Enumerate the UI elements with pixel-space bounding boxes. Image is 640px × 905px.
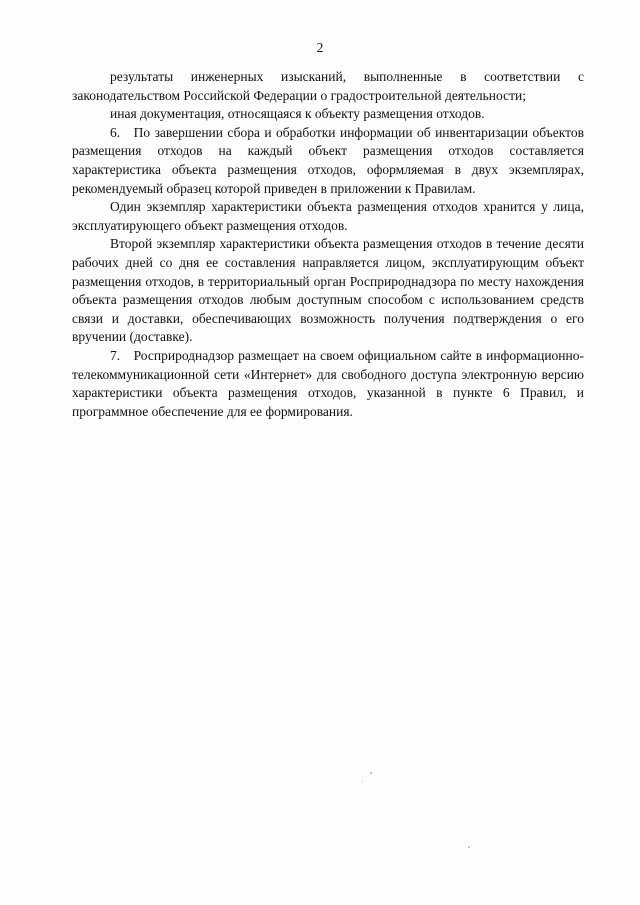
paragraph-survey-results: результаты инженерных изысканий, выполненные в соответствии с законодательством Российской Федерации о градостроительной деятельности; <box>72 69 584 103</box>
paragraph-other-documentation: иная документация, относящаяся к объекту размещения отходов. <box>110 106 485 122</box>
scan-speck <box>362 781 363 782</box>
scan-speck <box>468 846 470 848</box>
paragraph-clause-7: 7. Росприроднадзор размещает на своем официальном сайте в информационно-телекоммуникационной сети «Интернет» для свободного доступа электронную версию характеристики объекта размещения отходов, указанной в пункте 6 Правил, и программное обеспечение для ее формирования. <box>72 347 584 419</box>
document-body <box>72 68 584 421</box>
page-number: 2 <box>316 40 324 55</box>
scan-speck <box>370 772 372 774</box>
paragraph-clause-6: 6. По завершении сбора и обработки информации об инвентаризации объектов размещения отходов на каждый объект размещения отходов составляется характеристика объекта размещения отходов, оформляемая в двух экземплярах, рекомендуемый образец которой приведен в приложении к Правилам. <box>72 124 584 196</box>
paragraph-first-copy: Один экземпляр характеристики объекта размещения отходов хранится у лица, эксплуатирующего объект размещения отходов. <box>72 199 584 233</box>
paragraph-second-copy: Второй экземпляр характеристики объекта размещения отходов в течение десяти рабочих дней со дня ее составления направляется лицом, эксплуатирующим объект размещения отходов, в территориальный орган Росприроднадзора по месту нахождения объекта размещения отходов любым доступным способом с использованием средств связи и доставки, обеспечивающих возможность получения подтверждения о его вручении (доставке). <box>72 236 584 345</box>
